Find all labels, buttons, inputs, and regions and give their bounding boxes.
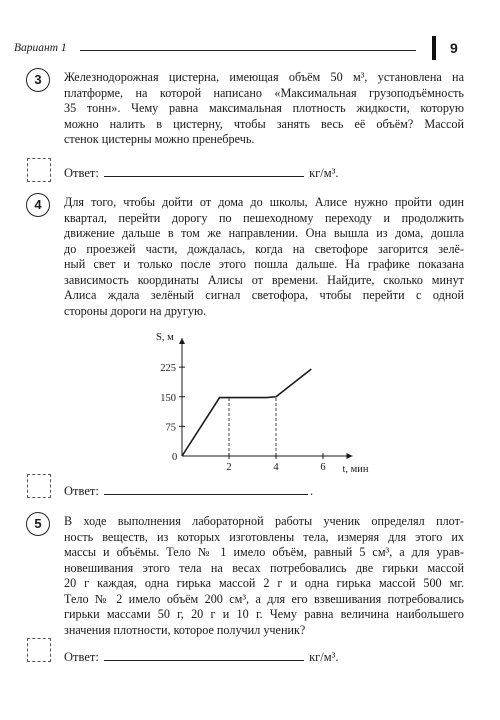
problem-5-line: массы и объёмы. Тело № 1 имело объём, равный 5 см³, а для урав-: [64, 545, 464, 559]
y-tick-label: 150: [160, 392, 176, 404]
problem-5-number: 5: [26, 512, 50, 536]
answer-blank-4[interactable]: [104, 485, 308, 495]
problem-3-line: 35 тонн». Чему равна максимальная плотность жидкости, которую: [64, 101, 464, 115]
x-tick-label: 4: [273, 462, 279, 473]
problem-3-line: платформе, на которой написано «Максимальная грузоподъёмность: [64, 85, 464, 100]
problem-4-line: стороны дороги на другую.: [64, 303, 207, 318]
header-bar: [432, 36, 436, 60]
problem-5-line: В ходе выполнения лабораторной работы ученик определял плот-: [64, 514, 464, 528]
page-number: 9: [450, 40, 458, 56]
answer-label: Ответ:: [64, 650, 99, 664]
answer-box-4[interactable]: [27, 474, 51, 498]
problem-4-line: Алиса ждала зелёный сигнал светофора, чтобы перейти с одной: [64, 288, 464, 302]
x-tick-label: 2: [226, 462, 232, 473]
problem-5-line: новешивания этого тела на весах потребовались две гирьки массой: [64, 560, 464, 575]
problem-4-number: 4: [26, 193, 50, 217]
problem-3-text: [64, 70, 464, 148]
problem-5-line: 20 г каждая, одна гирька массой 2 г и одна гирька массой 500 мг.: [64, 576, 464, 590]
problem-4-line: зависимость координаты Алисы от времени. Найдите, сколько минут: [64, 272, 464, 287]
answer-unit: кг/м³.: [309, 650, 339, 664]
problem-4-line: ный свет и только после этого пошла дальше. На графике показана: [64, 257, 464, 271]
problem-4-line: квартал, перейти дорогу по пешеходному переходу и продолжить: [64, 210, 464, 225]
answer-box-5[interactable]: [27, 638, 51, 662]
problem-3-line: Железнодорожная цистерна, имеющая объём 50 м³, установлена на: [64, 70, 464, 84]
problem-4-line: движение дальше в том же направлении. Она вышла из дома, дошла: [64, 226, 464, 240]
variant-label: Вариант 1: [14, 42, 67, 54]
problem-5-text: [64, 514, 464, 638]
problem-4-line: Для того, чтобы дойти от дома до школы, Алисе нужно пройти один: [64, 195, 464, 209]
answer-blank-3[interactable]: [104, 167, 304, 177]
series-line: [182, 369, 311, 456]
coordinate-time-graph: [150, 326, 369, 475]
problem-4-text: [64, 195, 464, 319]
header-rule: [80, 50, 416, 51]
answer-unit: .: [309, 484, 314, 498]
problem-3-line: можно налить в цистерну, чтобы занять весь её объём? Массой: [64, 116, 464, 131]
y-axis-label: S, м: [156, 332, 174, 343]
x-tick-label: 6: [320, 462, 326, 473]
problem-3-answer: [64, 166, 339, 181]
problem-3-line: стенок цистерны можно пренебречь.: [64, 132, 255, 146]
y-tick-label: 225: [160, 363, 176, 375]
problem-3-number: 3: [26, 68, 50, 92]
problem-5-line: Тело № 2 имело объём 200 см³, а для его взвешивания потребовались: [64, 591, 464, 606]
problem-4-answer: [64, 484, 313, 499]
answer-unit: кг/м³.: [309, 166, 339, 180]
answer-label: Ответ:: [64, 484, 99, 498]
problem-5-line: ность веществ, из которых изготовлены тела, измеряя для этого их: [64, 529, 464, 544]
answer-blank-5[interactable]: [104, 651, 304, 661]
origin-label: 0: [172, 452, 178, 463]
problem-4-line: до проезжей части, дождалась, когда на светофоре загорится зелё-: [64, 241, 464, 256]
problem-5-line: гирьки массами 50 г, 20 г и 10 г. Чему равна величина наибольшего: [64, 607, 464, 621]
problem-5-answer: [64, 650, 339, 665]
problem-5-line: значения плотности, которое получил ученик?: [64, 622, 306, 637]
answer-box-3[interactable]: [27, 158, 51, 182]
y-tick-label: 75: [165, 422, 176, 434]
x-axis-label: t, мин: [342, 464, 369, 475]
answer-label: Ответ:: [64, 166, 99, 180]
